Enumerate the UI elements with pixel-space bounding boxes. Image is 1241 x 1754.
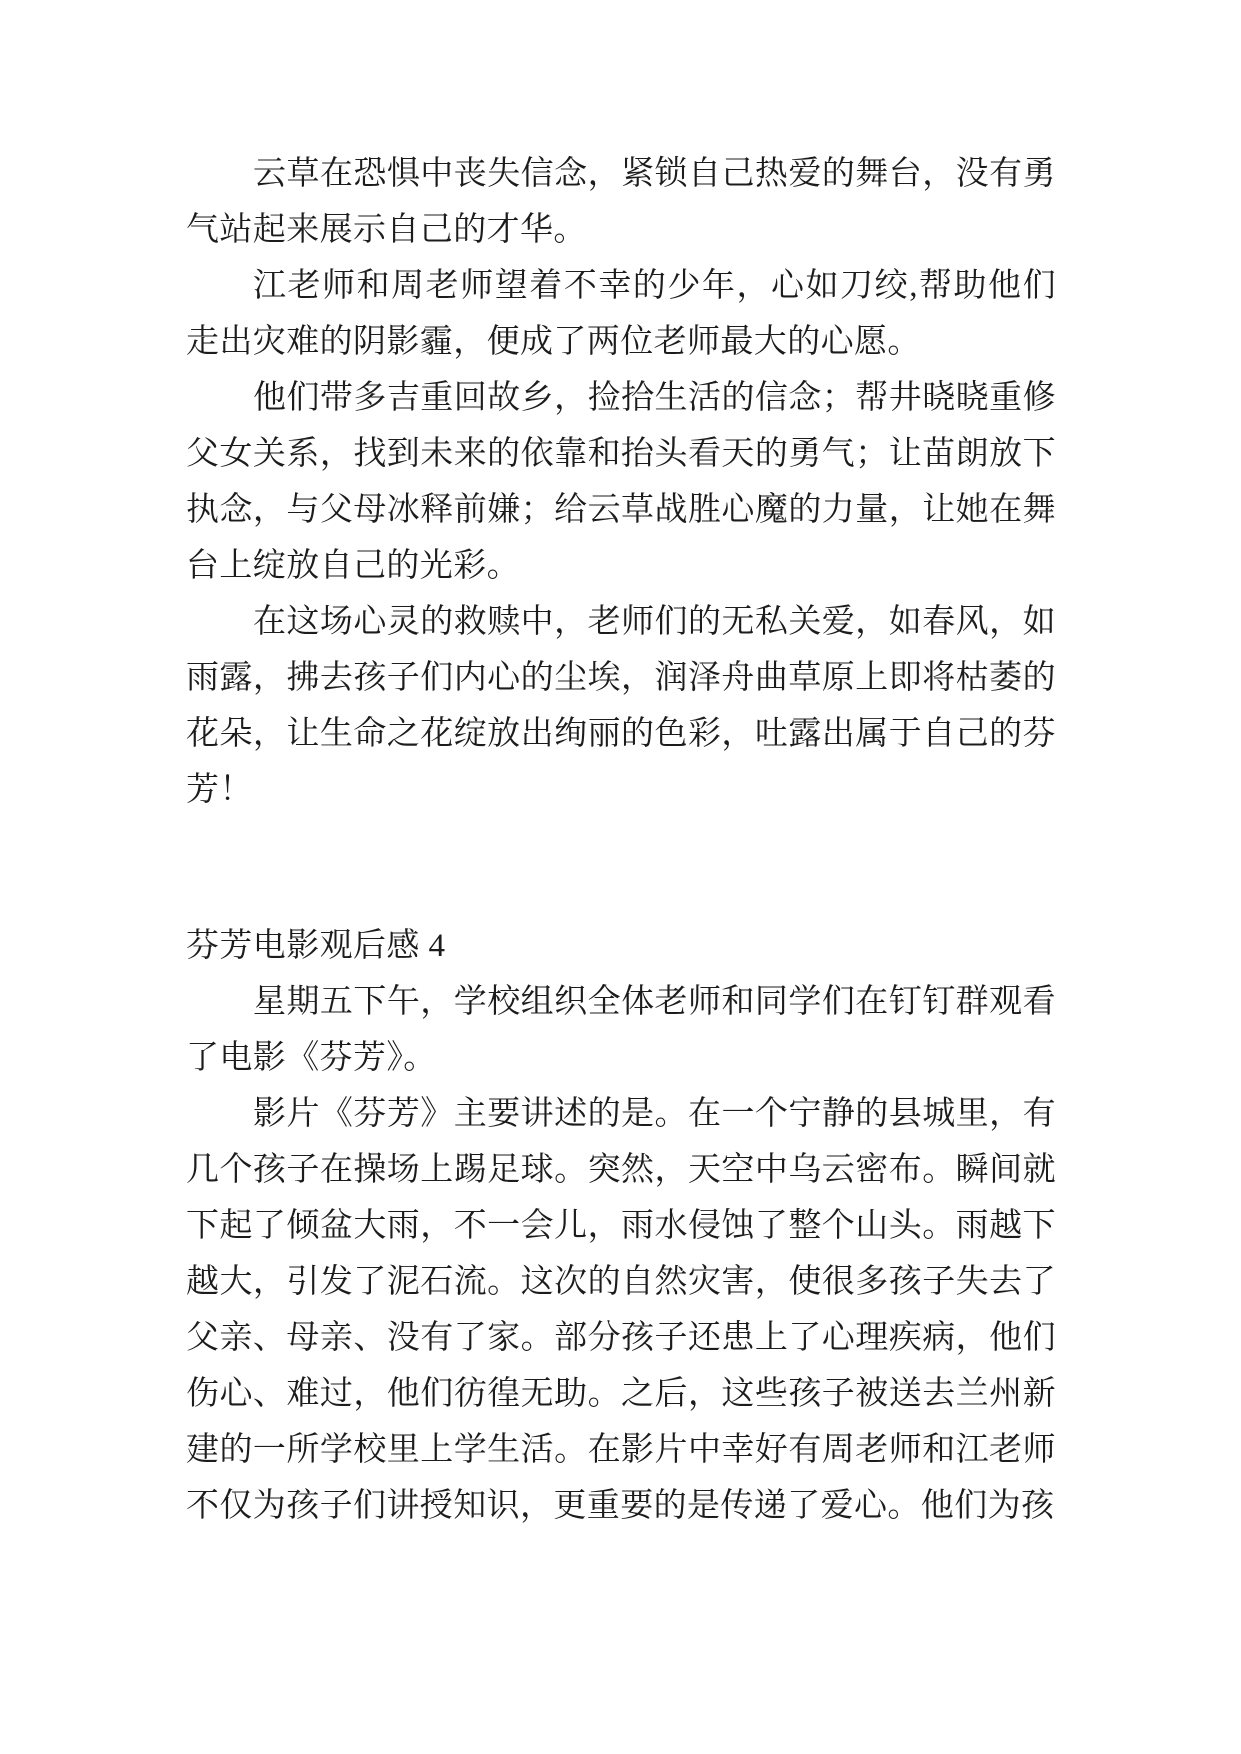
paragraph-3: 他们带多吉重回故乡，捡拾生活的信念；帮井晓晓重修父女关系，找到未来的依靠和抬头看天的勇气；让苗朗放下执念，与父母冰释前嫌；给云草战胜心魔的力量，让她在舞台上绽放自己的光彩。 [186,380,1056,584]
section-heading: 芬芳电影观后感 4 [186,928,446,964]
paragraph-5: 星期五下午，学校组织全体老师和同学们在钉钉群观看了电影《芬芳》。 [186,984,1056,1076]
paragraph-2: 江老师和周老师望着不幸的少年，心如刀绞,帮助他们走出灾难的阴影霾，便成了两位老师最大的心愿。 [186,268,1056,360]
paragraph-1: 云草在恐惧中丧失信念，紧锁自己热爱的舞台，没有勇气站起来展示自己的才华。 [186,156,1056,248]
paragraph-6: 影片《芬芳》主要讲述的是。在一个宁静的县城里，有几个孩子在操场上踢足球。突然，天空中乌云密布。瞬间就下起了倾盆大雨，不一会儿，雨水侵蚀了整个山头。雨越下越大，引发了泥石流。这次的自然灾害，使很多孩子失去了父亲、母亲、没有了家。部分孩子还患上了心理疾病，他们伤心、难过，他们彷徨无助。之后，这些孩子被送去兰州新建的一所学校里上学生活。在影片中幸好有周老师和江老师不仅为孩子们讲授知识，更重要的是传递了爱心。他们为孩 [186,1096,1056,1524]
paragraph-4: 在这场心灵的救赎中，老师们的无私关爱，如春风，如雨露，拂去孩子们内心的尘埃，润泽舟曲草原上即将枯萎的花朵，让生命之花绽放出绚丽的色彩，吐露出属于自己的芬芳！ [186,604,1056,808]
